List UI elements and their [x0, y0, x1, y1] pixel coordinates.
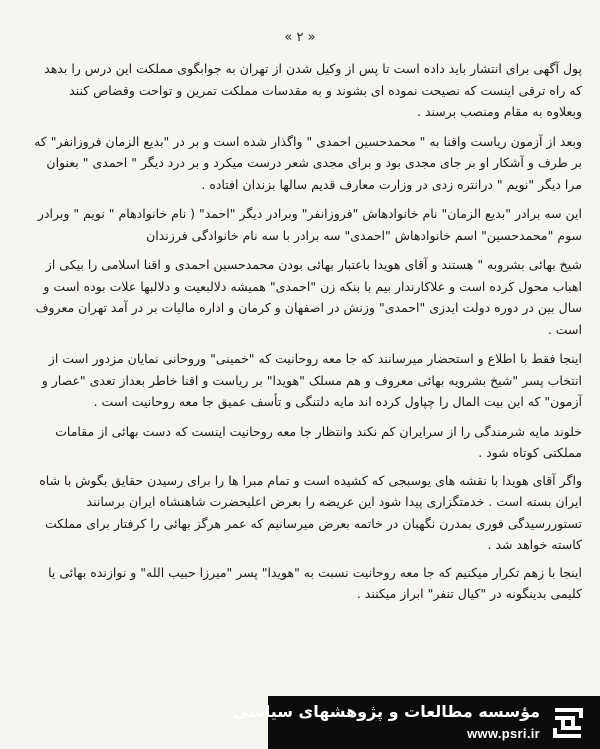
paragraph-6: خلوند مایه شرمندگی را از سرایران کم نکند وانتظار جا معه روحانیت اینست که دست بهائی از مقامات مملکتی کوتاه شود .	[55, 423, 582, 460]
paragraph-2: وبعد از آزمون ریاست واقنا به " محمدحسین احمدی " واگذار شده است و بر در "بدیع الزمان فروزانفر" که بر طرف و آشکار او بر جای مجدی بود و برای مجدی شعر درست میکرد و بر درد دیگر " احمدی " بعنوان مرا دیگر "نویم " درانتره زدی در وزارت معارف قدیم سالها بزندان افتاده .	[34, 133, 582, 192]
paragraph-8: اینجا با زهم تکرار میکنیم که جا معه روحانیت نسبت به "هویدا" پسر "میرزا حبیب الله" و نوازنده بهائی یا کلیمی بدینگونه در "کیال تنفر" ابراز میکنند .	[48, 564, 582, 601]
publisher-watermark	[232, 696, 600, 749]
publisher-logo-icon	[550, 705, 586, 741]
paragraph-3: این سه برادر "بدیع الزمان" نام خانوادهاش "فروزانفر" وبرادر دیگر "احمد" ( نام خانوادهام " نویم " وبرادر سوم "محمدحسین" اسم خانوادهاش "احمدی" سه برادر با سه نام خانوادگی فرزندان	[37, 206, 582, 243]
paragraph-5: اینجا فقط با اطلاع و استحضار میرسانند که جا معه روحانیت که "خمینی" وروحانی نمایان مزدور است از انتخاب پسر "شیخ بشرویه بهائی معروف و هم مسلک "هویدا" بر ریاست و اقنا خاطر بعداز تعدی "عصار و آزمون" که این بیت المال را چپاول کرده اند مایه دلتنگی و تأسف عمیق جا معه روحانیت است .	[41, 351, 582, 409]
publisher-name: مؤسسه مطالعات و پژوهشهای سیاسی	[232, 702, 540, 721]
page-number: « ۲ »	[284, 30, 316, 45]
paragraph-1: پول آگهی برای انتشار باید داده است تا پس از وکیل شدن از تهران به جوابگوی مملکت این درس را بدهد که راه ترقی اینست که نصیحت نموده ای بشوند و به مقدسات مملکت تمرین و تواحت وقضاص کنند وبعلاوه به مقام ومنصب برسند .	[44, 61, 582, 119]
paragraph-4: شیخ بهائی بشروبه " هستند و آقای هویدا باعتبار بهائی بودن محمدحسین احمدی و اقنا اسلامی را بیکی از اهباب محول کرده است و علاکارندار بیم با بنکه زن "احمدی" همیشه دلالبعیت و دلالبها علات بوده است و سال بین در دوره دولت ایدزی "احمدی" وزنش در اصفهان و کرمان و اداره مالیات بر در آمد تهران معروف است .	[35, 257, 582, 337]
body-text	[34, 58, 582, 611]
publisher-url[interactable]: www.psri.ir	[467, 726, 540, 741]
paragraph-7: واگر آقای هویدا با نقشه های یوسبجی که کشیده است و تمام مبرا ها را برای رسیدن حقایق بگوش با شاه ایران بسته است . خدمتگزاری پیدا شود این عریضه را بعرض اعلیحضرت شاهنشاه ایران برسانند تستوررسیدگی فوری بمدرن نگهبان در خاتمه بعرض میرسانیم که عمر هرگز بهائی را کرفتار برای مملکت کاسته خواهد شد .	[39, 472, 582, 552]
